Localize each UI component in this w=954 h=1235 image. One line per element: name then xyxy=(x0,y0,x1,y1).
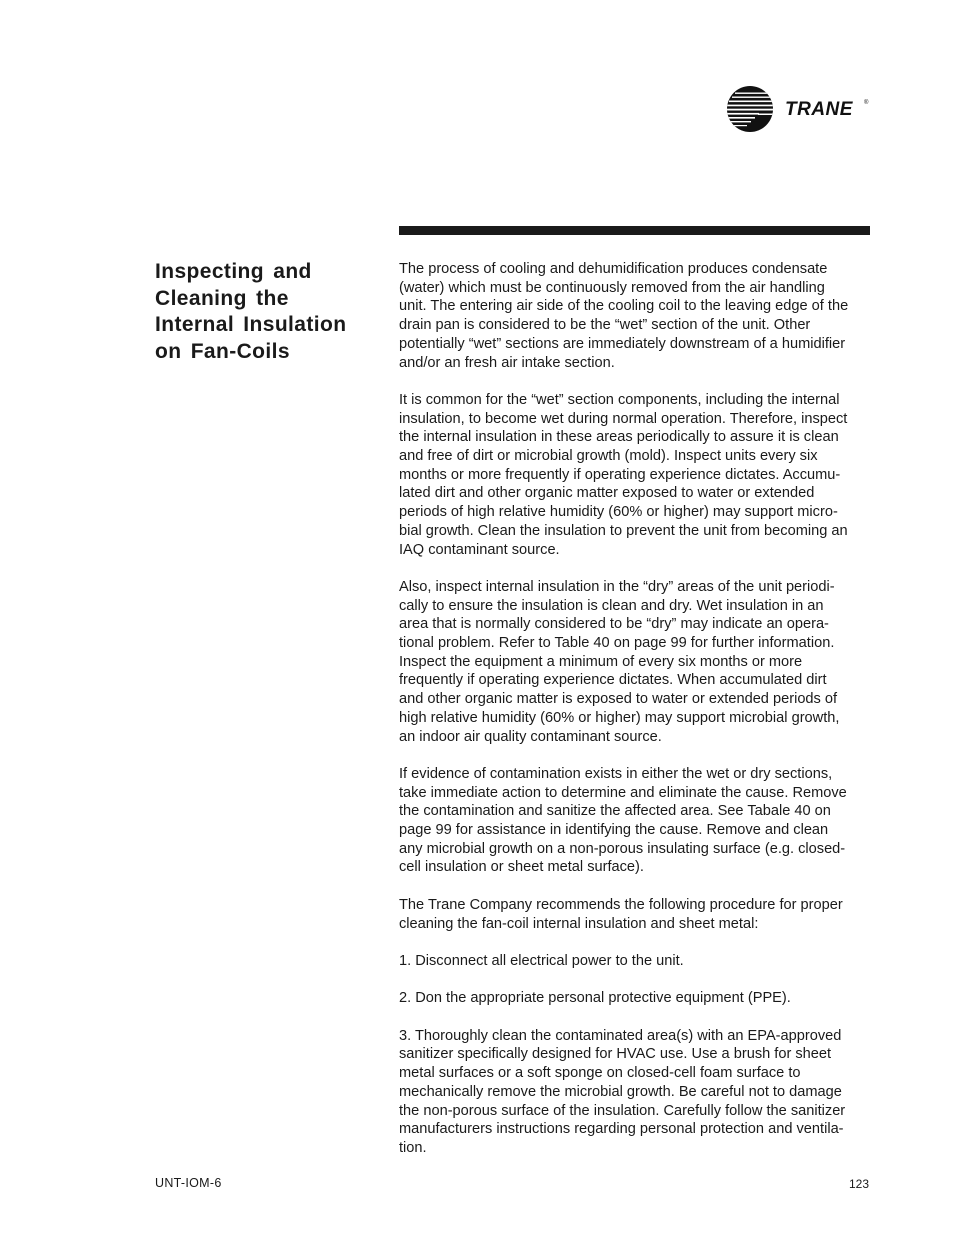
body-paragraph xyxy=(399,1027,871,1158)
logo-wordmark: TRANE xyxy=(785,99,853,120)
paragraph-line: metal surfaces or a soft sponge on closed-cell foam surface to xyxy=(399,1065,801,1082)
body-paragraph xyxy=(399,578,871,746)
paragraph-line: the non-porous surface of the insulation. Carefully follow the sanitizer xyxy=(399,1102,846,1119)
document-code: UNT-IOM-6 xyxy=(155,1176,222,1190)
paragraph-line: lated dirt and other organic matter exposed to water or extended xyxy=(399,485,815,502)
paragraph-line: periods of high relative humidity (60% or higher) may support micro- xyxy=(399,504,838,521)
paragraph-line: manufacturers instructions regarding personal protection and ventila- xyxy=(399,1121,844,1138)
body-paragraph xyxy=(399,952,871,971)
paragraph-line: The Trane Company recommends the following procedure for proper xyxy=(399,896,843,913)
body-text xyxy=(399,260,871,1158)
paragraph-line: cell insulation or sheet metal surface). xyxy=(399,859,644,876)
paragraph-line: (water) which must be continuously removed from the air handling xyxy=(399,279,825,296)
paragraph-line: If evidence of contamination exists in either the wet or dry sections, xyxy=(399,765,833,782)
section-heading xyxy=(155,259,385,365)
paragraph-line: IAQ contaminant source. xyxy=(399,541,560,558)
body-paragraph xyxy=(399,989,871,1008)
paragraph-line: Also, inspect internal insulation in the “dry” areas of the unit periodi- xyxy=(399,578,835,595)
body-paragraph xyxy=(399,391,871,559)
paragraph-line: It is common for the “wet” section components, including the internal xyxy=(399,391,840,408)
paragraph-line: mechanically remove the microbial growth. Be careful not to damage xyxy=(399,1083,842,1100)
heading-line: Internal Insulation xyxy=(155,313,347,336)
paragraph-line: sanitizer specifically designed for HVAC use. Use a brush for sheet xyxy=(399,1046,832,1063)
paragraph-line: 2. Don the appropriate personal protective equipment (PPE). xyxy=(399,990,791,1007)
body-paragraph xyxy=(399,896,871,933)
page-number: 123 xyxy=(848,1177,869,1191)
registered-mark: ® xyxy=(864,100,869,106)
paragraph-line: area that is normally considered to be “dry” may indicate an opera- xyxy=(399,616,829,633)
body-paragraph xyxy=(399,260,871,372)
paragraph-line: and free of dirt or microbial growth (mold). Inspect units every six xyxy=(399,448,818,465)
paragraph-line: and other organic matter is exposed to water or extended periods of xyxy=(399,691,838,708)
paragraph-line: unit. The entering air side of the cooling coil to the leaving edge of the xyxy=(399,298,849,315)
paragraph-line: cally to ensure the insulation is clean and dry. Wet insulation in an xyxy=(399,597,824,614)
paragraph-line: cleaning the fan-coil internal insulation and sheet metal: xyxy=(399,915,759,932)
paragraph-line: take immediate action to determine and eliminate the cause. Remove xyxy=(399,784,847,801)
paragraph-line: drain pan is considered to be the “wet” section of the unit. Other xyxy=(399,317,811,334)
paragraph-line: tion. xyxy=(399,1139,427,1156)
paragraph-line: The process of cooling and dehumidification produces condensate xyxy=(399,261,828,277)
paragraph-line: Inspect the equipment a minimum of every six months or more xyxy=(399,653,803,670)
section-divider-bar xyxy=(399,226,870,235)
heading-line: Cleaning the xyxy=(155,286,289,310)
paragraph-line: page 99 for assistance in identifying the cause. Remove and clean xyxy=(399,822,829,839)
trane-globe-icon xyxy=(725,86,775,132)
paragraph-line: any microbial growth on a non-porous insulating surface (e.g. closed- xyxy=(399,840,846,857)
paragraph-line: insulation, to become wet during normal operation. Therefore, inspect xyxy=(399,410,848,427)
paragraph-line: months or more frequently if operating experience dictates. Accumu- xyxy=(399,466,841,483)
paragraph-line: potentially “wet” sections are immediately downstream of a humidifier xyxy=(399,335,846,352)
heading-line: on Fan-Coils xyxy=(155,339,290,363)
heading-line: Inspecting and xyxy=(155,260,312,283)
trane-logo xyxy=(725,84,875,134)
paragraph-line: bial growth. Clean the insulation to prevent the unit from becoming an xyxy=(399,522,848,539)
paragraph-line: 3. Thoroughly clean the contaminated area(s) with an EPA-approved xyxy=(399,1027,842,1044)
paragraph-line: the contamination and sanitize the affected area. See Tabale 40 on xyxy=(399,803,831,820)
body-paragraph xyxy=(399,765,871,877)
paragraph-line: tional problem. Refer to Table 40 on page 99 for further information. xyxy=(399,635,835,652)
paragraph-line: and/or an fresh air intake section. xyxy=(399,354,615,371)
paragraph-line: an indoor air quality contaminant source. xyxy=(399,728,662,745)
paragraph-line: frequently if operating experience dictates. When accumulated dirt xyxy=(399,672,827,689)
paragraph-line: the internal insulation in these areas periodically to assure it is clean xyxy=(399,429,839,446)
paragraph-line: high relative humidity (60% or higher) may support microbial growth, xyxy=(399,709,840,726)
paragraph-line: 1. Disconnect all electrical power to the unit. xyxy=(399,952,684,969)
